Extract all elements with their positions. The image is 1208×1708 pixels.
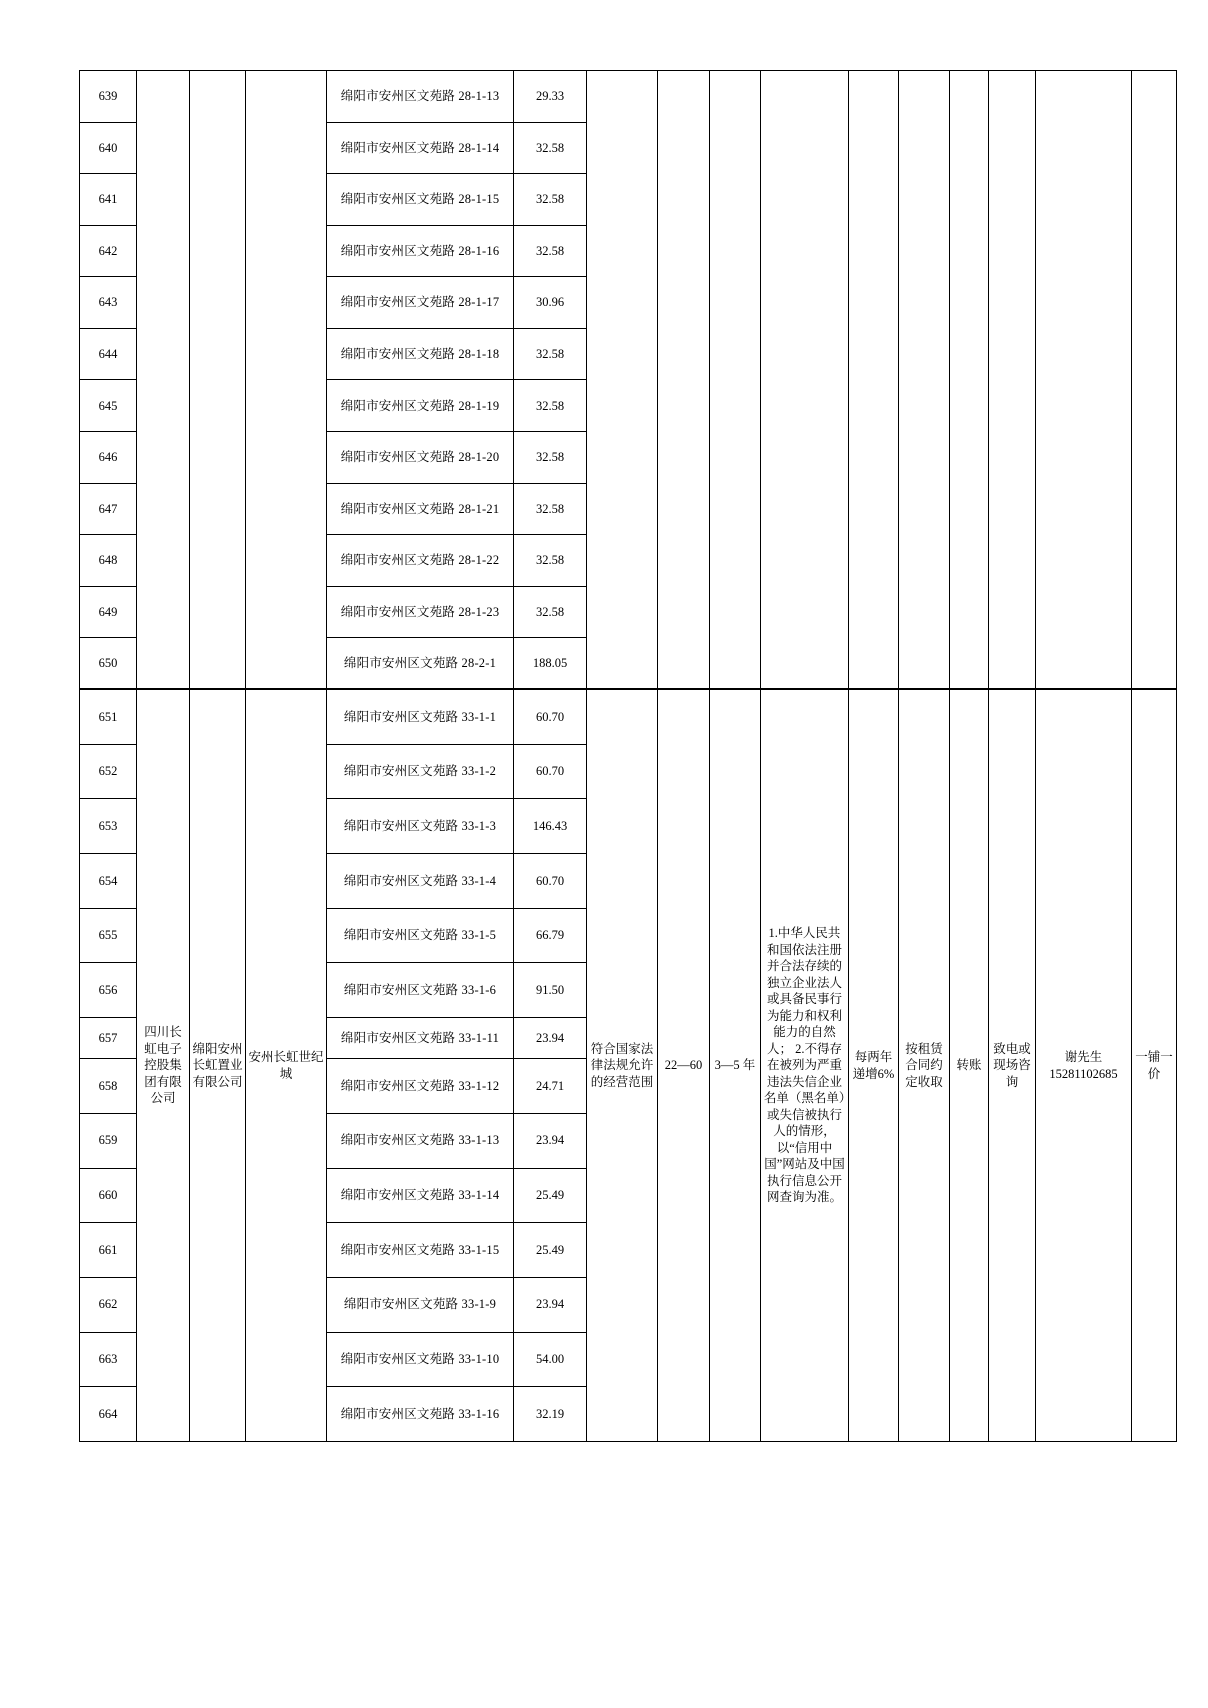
cell-area: 23.94 — [514, 1113, 587, 1168]
cell-area: 25.49 — [514, 1168, 587, 1223]
cell-seq: 639 — [80, 71, 137, 123]
contact-name: 谢先生 — [1064, 1050, 1103, 1065]
cell-note: 一铺一价 — [1132, 689, 1177, 1441]
cell-usage: 符合国家法律法规允许的经营范围 — [587, 689, 658, 1441]
cell-address: 绵阳市安州区文苑路 33-1-14 — [327, 1168, 514, 1223]
cell-seq: 647 — [80, 483, 137, 535]
cell-seq: 643 — [80, 277, 137, 329]
cell-address: 绵阳市安州区文苑路 28-1-19 — [327, 380, 514, 432]
cell-area: 32.58 — [514, 586, 587, 638]
cell-area: 32.19 — [514, 1387, 587, 1442]
cell-transfer — [950, 71, 989, 690]
cell-owner — [137, 71, 190, 690]
cell-contact — [1036, 689, 1132, 1441]
cell-project — [246, 71, 327, 690]
cell-seq: 652 — [80, 744, 137, 799]
cell-seq: 660 — [80, 1168, 137, 1223]
cell-address: 绵阳市安州区文苑路 33-1-3 — [327, 799, 514, 854]
cell-address: 绵阳市安州区文苑路 33-1-11 — [327, 1017, 514, 1058]
cell-area: 32.58 — [514, 535, 587, 587]
cell-seq: 656 — [80, 963, 137, 1018]
cell-area: 60.70 — [514, 853, 587, 908]
cell-usage — [587, 71, 658, 690]
cell-seq: 640 — [80, 122, 137, 174]
cell-address: 绵阳市安州区文苑路 28-2-1 — [327, 638, 514, 690]
listing-table-container — [79, 70, 1173, 1442]
cell-address: 绵阳市安州区文苑路 33-1-10 — [327, 1332, 514, 1387]
cell-address: 绵阳市安州区文苑路 33-1-5 — [327, 908, 514, 963]
cell-seq: 655 — [80, 908, 137, 963]
cell-consult: 致电或现场咨询 — [989, 689, 1036, 1441]
cell-seq: 648 — [80, 535, 137, 587]
table-row — [80, 71, 1177, 123]
cell-manager: 绵阳安州长虹置业有限公司 — [190, 689, 246, 1441]
cell-area: 23.94 — [514, 1277, 587, 1332]
cell-increase: 每两年递增6% — [849, 689, 899, 1441]
cell-seq: 664 — [80, 1387, 137, 1442]
cell-area: 32.58 — [514, 483, 587, 535]
cell-seq: 658 — [80, 1059, 137, 1114]
cell-seq: 641 — [80, 174, 137, 226]
cell-address: 绵阳市安州区文苑路 33-1-4 — [327, 853, 514, 908]
cell-area: 23.94 — [514, 1017, 587, 1058]
cell-address: 绵阳市安州区文苑路 33-1-15 — [327, 1223, 514, 1278]
cell-note — [1132, 71, 1177, 690]
cell-project: 安州长虹世纪城 — [246, 689, 327, 1441]
cell-owner: 四川长虹电子控股集团有限公司 — [137, 689, 190, 1441]
cell-area: 32.58 — [514, 225, 587, 277]
cell-address: 绵阳市安州区文苑路 33-1-12 — [327, 1059, 514, 1114]
cell-seq: 646 — [80, 432, 137, 484]
cell-seq: 663 — [80, 1332, 137, 1387]
cell-seq: 650 — [80, 638, 137, 690]
table-row — [80, 689, 1177, 744]
cell-address: 绵阳市安州区文苑路 28-1-20 — [327, 432, 514, 484]
cell-area: 91.50 — [514, 963, 587, 1018]
cell-seq: 649 — [80, 586, 137, 638]
cell-address: 绵阳市安州区文苑路 33-1-2 — [327, 744, 514, 799]
cell-conditions: 1.中华人民共和国依法注册并合法存续的独立企业法人或具备民事行为能力和权利能力的自然人； 2.不得存在被列为严重违法失信企业名单（黑名单）或失信被执行人的情形，以“信用中国”网站及中国执行信息公开网查询为准。 — [761, 689, 849, 1441]
cell-conditions — [761, 71, 849, 690]
cell-seq: 661 — [80, 1223, 137, 1278]
cell-address: 绵阳市安州区文苑路 28-1-22 — [327, 535, 514, 587]
cell-area: 32.58 — [514, 122, 587, 174]
cell-area: 54.00 — [514, 1332, 587, 1387]
cell-area: 29.33 — [514, 71, 587, 123]
cell-seq: 653 — [80, 799, 137, 854]
cell-area: 24.71 — [514, 1059, 587, 1114]
cell-address: 绵阳市安州区文苑路 33-1-13 — [327, 1113, 514, 1168]
cell-area: 188.05 — [514, 638, 587, 690]
cell-payment — [899, 71, 950, 690]
cell-manager — [190, 71, 246, 690]
cell-address: 绵阳市安州区文苑路 28-1-17 — [327, 277, 514, 329]
cell-address: 绵阳市安州区文苑路 28-1-16 — [327, 225, 514, 277]
cell-area: 32.58 — [514, 380, 587, 432]
cell-area: 32.58 — [514, 174, 587, 226]
cell-address: 绵阳市安州区文苑路 33-1-6 — [327, 963, 514, 1018]
cell-area: 146.43 — [514, 799, 587, 854]
property-listing-table — [79, 70, 1177, 1442]
cell-price — [658, 71, 710, 690]
cell-term — [710, 71, 761, 690]
cell-term: 3—5 年 — [710, 689, 761, 1441]
cell-area: 66.79 — [514, 908, 587, 963]
cell-seq: 644 — [80, 328, 137, 380]
cell-address: 绵阳市安州区文苑路 28-1-15 — [327, 174, 514, 226]
cell-address: 绵阳市安州区文苑路 33-1-16 — [327, 1387, 514, 1442]
cell-seq: 654 — [80, 853, 137, 908]
cell-price: 22—60 — [658, 689, 710, 1441]
cell-address: 绵阳市安州区文苑路 28-1-23 — [327, 586, 514, 638]
cell-address: 绵阳市安州区文苑路 33-1-1 — [327, 689, 514, 744]
cell-contact — [1036, 71, 1132, 690]
cell-area: 25.49 — [514, 1223, 587, 1278]
cell-address: 绵阳市安州区文苑路 28-1-18 — [327, 328, 514, 380]
cell-increase — [849, 71, 899, 690]
cell-payment: 按租赁合同约定收取 — [899, 689, 950, 1441]
cell-address: 绵阳市安州区文苑路 28-1-21 — [327, 483, 514, 535]
cell-area: 30.96 — [514, 277, 587, 329]
cell-consult — [989, 71, 1036, 690]
cell-seq: 651 — [80, 689, 137, 744]
cell-address: 绵阳市安州区文苑路 28-1-13 — [327, 71, 514, 123]
cell-area: 32.58 — [514, 432, 587, 484]
cell-seq: 657 — [80, 1017, 137, 1058]
cell-area: 32.58 — [514, 328, 587, 380]
cell-address: 绵阳市安州区文苑路 28-1-14 — [327, 122, 514, 174]
cell-area: 60.70 — [514, 744, 587, 799]
contact-phone: 15281102685 — [1049, 1066, 1118, 1081]
cell-seq: 662 — [80, 1277, 137, 1332]
cell-address: 绵阳市安州区文苑路 33-1-9 — [327, 1277, 514, 1332]
cell-area: 60.70 — [514, 689, 587, 744]
cell-seq: 659 — [80, 1113, 137, 1168]
cell-seq: 645 — [80, 380, 137, 432]
cell-transfer: 转账 — [950, 689, 989, 1441]
cell-seq: 642 — [80, 225, 137, 277]
